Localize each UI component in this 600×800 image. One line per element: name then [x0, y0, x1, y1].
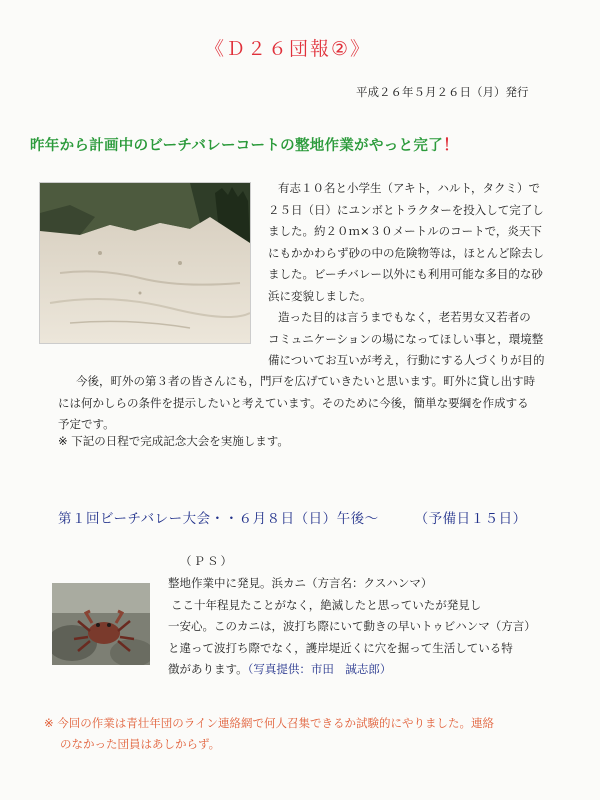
article-wide-line: には何かしらの条件を提示したいと考えています。そのために今後，簡単な要綱を作成する — [58, 395, 529, 410]
article-line: 備についてお互いが考え，行動にする人づくりが目的 — [268, 353, 545, 367]
article-line: コミュニケーションの場になってほしい事と，環境整 — [268, 331, 544, 346]
article-paragraph-wide — [58, 371, 535, 436]
footer-line: のなかった団員はあしからず。 — [60, 737, 221, 751]
article-line: ました。約２０ｍ×３０メートルのコートで，炎天下 — [268, 224, 542, 238]
article-wide-line: 予定です。 — [58, 417, 115, 431]
ps-paragraph — [168, 573, 536, 681]
issue-date: 平成２６年５月２６日（月）発行 — [356, 85, 529, 99]
crab-image — [52, 583, 150, 665]
ps-label: （ＰＳ） — [180, 554, 234, 568]
beach-court-photo — [40, 183, 250, 343]
beach-court-image — [40, 183, 250, 343]
article-line: 造った目的は言うまでもなく，老若男女又若者の — [278, 310, 531, 324]
event-reserve-date: （予備日１５日） — [414, 511, 527, 527]
ps-line: ここ十年程見たことがなく，絶滅したと思っていたが発見し — [171, 597, 482, 612]
ps-line: 一安心。このカニは，波打ち際にいて動きの早いトゥビハンマ（方言） — [168, 619, 536, 633]
headline-exclamation: ！ — [442, 135, 460, 154]
article-line: にもかかわらず砂の中の危険物等は，ほとんど除去し — [268, 245, 544, 260]
ps-line: と違って波打ち際でなく，護岸堤近くに穴を掘って生活している特 — [168, 640, 513, 655]
article-wide-line: 今後，町外の第３者の皆さんにも，門戸を広げていきたいと思います。町外に貸し出す時 — [76, 374, 536, 388]
article-line: 浜に変貌しました。 — [268, 288, 372, 303]
ps-line-last — [168, 659, 536, 681]
photo-credit: （写真提供：市田 誠志郎） — [247, 662, 392, 676]
event-text: 第１回ビーチバレー大会・・６月８日（日）午後～ — [58, 511, 379, 527]
event-note: ※ 下記の日程で完成記念大会を実施します。 — [58, 434, 289, 448]
footer-line: ※ 今回の作業は青壮年団のライン連絡網で何人召集できるか試験的にやりました。連絡 — [44, 716, 494, 730]
ps-line: 整地作業中に発見。浜カニ（方言名：クスハンマ） — [168, 576, 433, 590]
headline-text: 昨年から計画中のビーチバレーコートの整地作業がやっと完了 — [30, 138, 443, 154]
footer-note — [44, 713, 494, 755]
ps-last-text: 徴があります。 — [168, 662, 248, 676]
article-paragraph — [268, 178, 545, 372]
article-line: ２５日（日）にユンボとトラクターを投入して完了し — [268, 202, 544, 217]
article-line: ました。ビーチバレー以外にも利用可能な多目的な砂 — [268, 267, 543, 281]
page-title: 《Ｄ２６団報②》 — [205, 38, 372, 60]
event-announcement — [58, 507, 527, 527]
crab-photo — [52, 583, 150, 665]
headline — [30, 132, 459, 155]
article-line: 有志１０名と小学生（アキト，ハルト，タクミ）で — [278, 181, 540, 195]
